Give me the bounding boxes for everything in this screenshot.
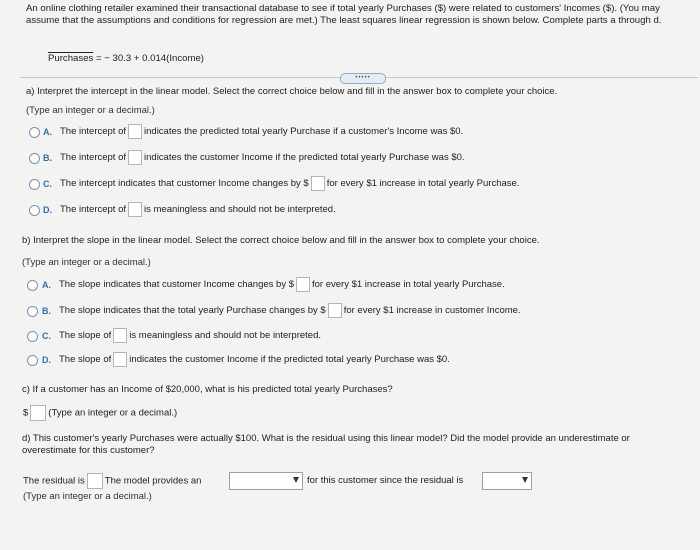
part-a-hint: (Type an integer or a decimal.) <box>26 105 155 116</box>
part-b-option-b-radio[interactable] <box>27 306 38 317</box>
part-b-option-c <box>59 328 321 343</box>
part-a-option-a-radio[interactable] <box>29 127 40 138</box>
residual-answer-box[interactable] <box>87 473 103 489</box>
part-b-option-d-answer-box[interactable] <box>113 352 127 367</box>
option-text: The slope of <box>59 354 112 366</box>
option-text: is meaningless and should not be interpreted. <box>144 204 336 216</box>
option-text: The intercept indicates that customer Income changes by $ <box>60 178 309 190</box>
part-d-question-line1: d) This customer's yearly Purchases were actually $100. What is the residual using this linear model? Did the model provide an underestimate or <box>22 433 630 444</box>
option-text: The slope indicates that customer Income changes by $ <box>59 279 294 291</box>
option-text: indicates the customer Income if the predicted total yearly Purchase was $0. <box>144 152 465 164</box>
chevron-down-icon <box>293 477 299 483</box>
part-a-question: a) Interpret the intercept in the linear model. Select the correct choice below and fill in the answer box to complete your choice. <box>26 86 558 97</box>
part-b-option-d <box>59 352 450 367</box>
part-a-option-a-letter: A. <box>43 127 52 137</box>
option-text: The intercept of <box>60 126 127 138</box>
part-a-option-c-radio[interactable] <box>29 179 40 190</box>
part-a-option-b-answer-box[interactable] <box>128 150 142 165</box>
part-d-hint: (Type an integer or a decimal.) <box>23 491 152 502</box>
part-a-option-c <box>60 176 519 191</box>
option-text: for every $1 increase in customer Income. <box>343 305 521 317</box>
part-d-answer-row <box>23 473 201 489</box>
equation-lhs: Purchases <box>48 53 94 64</box>
equation-rhs: = − 30.3 + 0.014(Income) <box>93 53 204 64</box>
chevron-down-icon <box>522 477 528 483</box>
problem-intro: An online clothing retailer examined their transactional database to see if total yearly Purchases ($) were related to customers' Incomes ($). (You may assume that the assumptions and conditions for regression are met.) The least squares linear regression is shown below. Complete parts a through d. <box>26 3 662 26</box>
part-a-option-a <box>60 124 463 139</box>
part-a-option-b <box>60 150 465 165</box>
part-b-option-c-radio[interactable] <box>27 331 38 342</box>
part-c-answer-box[interactable] <box>30 405 46 421</box>
part-c-answer-row <box>23 405 177 421</box>
part-b-option-a-answer-box[interactable] <box>296 277 310 292</box>
option-text: for every $1 increase in total yearly Purchase. <box>312 279 505 291</box>
part-a-option-c-answer-box[interactable] <box>311 176 325 191</box>
part-b-option-c-letter: C. <box>42 331 51 341</box>
part-b-option-a <box>59 277 505 292</box>
part-b-option-c-answer-box[interactable] <box>113 328 127 343</box>
residual-label: The residual is <box>23 475 85 487</box>
option-text: is meaningless and should not be interpreted. <box>129 330 322 342</box>
residual-sign-dropdown[interactable] <box>482 472 532 490</box>
part-a-option-a-answer-box[interactable] <box>128 124 142 139</box>
option-text: The intercept of <box>60 152 127 164</box>
part-b-option-d-letter: D. <box>42 355 51 365</box>
option-text: indicates the customer Income if the predicted total yearly Purchase was $0. <box>129 354 450 366</box>
part-a-option-b-letter: B. <box>43 153 52 163</box>
option-text: for every $1 increase in total yearly Purchase. <box>326 178 520 190</box>
option-text: The intercept of <box>60 204 127 216</box>
residual-sign-label: for this customer since the residual is <box>307 475 464 486</box>
model-label: The model provides an <box>104 475 202 487</box>
part-b-hint: (Type an integer or a decimal.) <box>22 257 151 268</box>
part-b-option-b-letter: B. <box>42 306 51 316</box>
part-b-option-b-answer-box[interactable] <box>328 303 342 318</box>
part-a-option-d <box>60 202 336 217</box>
option-text: indicates the predicted total yearly Purchase if a customer's Income was $0. <box>144 126 464 138</box>
part-a-option-b-radio[interactable] <box>29 153 40 164</box>
part-b-option-a-radio[interactable] <box>27 280 38 291</box>
part-a-option-d-letter: D. <box>43 205 52 215</box>
part-b-option-b <box>59 303 521 318</box>
part-b-question: b) Interpret the slope in the linear model. Select the correct choice below and fill in the answer box to complete your choice. <box>22 235 540 246</box>
dollar-sign: $ <box>23 407 29 419</box>
part-a-option-c-letter: C. <box>43 179 52 189</box>
part-a-option-d-radio[interactable] <box>29 205 40 216</box>
part-d-question-line2: overestimate for this customer? <box>22 445 155 456</box>
part-b-option-a-letter: A. <box>42 280 51 290</box>
option-text: The slope indicates that the total yearly Purchase changes by $ <box>59 305 326 317</box>
part-b-option-d-radio[interactable] <box>27 355 38 366</box>
expand-more-button[interactable]: ••••• <box>340 73 386 84</box>
part-a-option-d-answer-box[interactable] <box>128 202 142 217</box>
part-c-hint: (Type an integer or a decimal.) <box>48 407 178 419</box>
part-c-question: c) If a customer has an Income of $20,000, what is his predicted total yearly Purchases? <box>22 384 393 395</box>
estimate-type-dropdown[interactable] <box>229 472 303 490</box>
regression-equation <box>48 53 204 64</box>
option-text: The slope of <box>59 330 112 342</box>
